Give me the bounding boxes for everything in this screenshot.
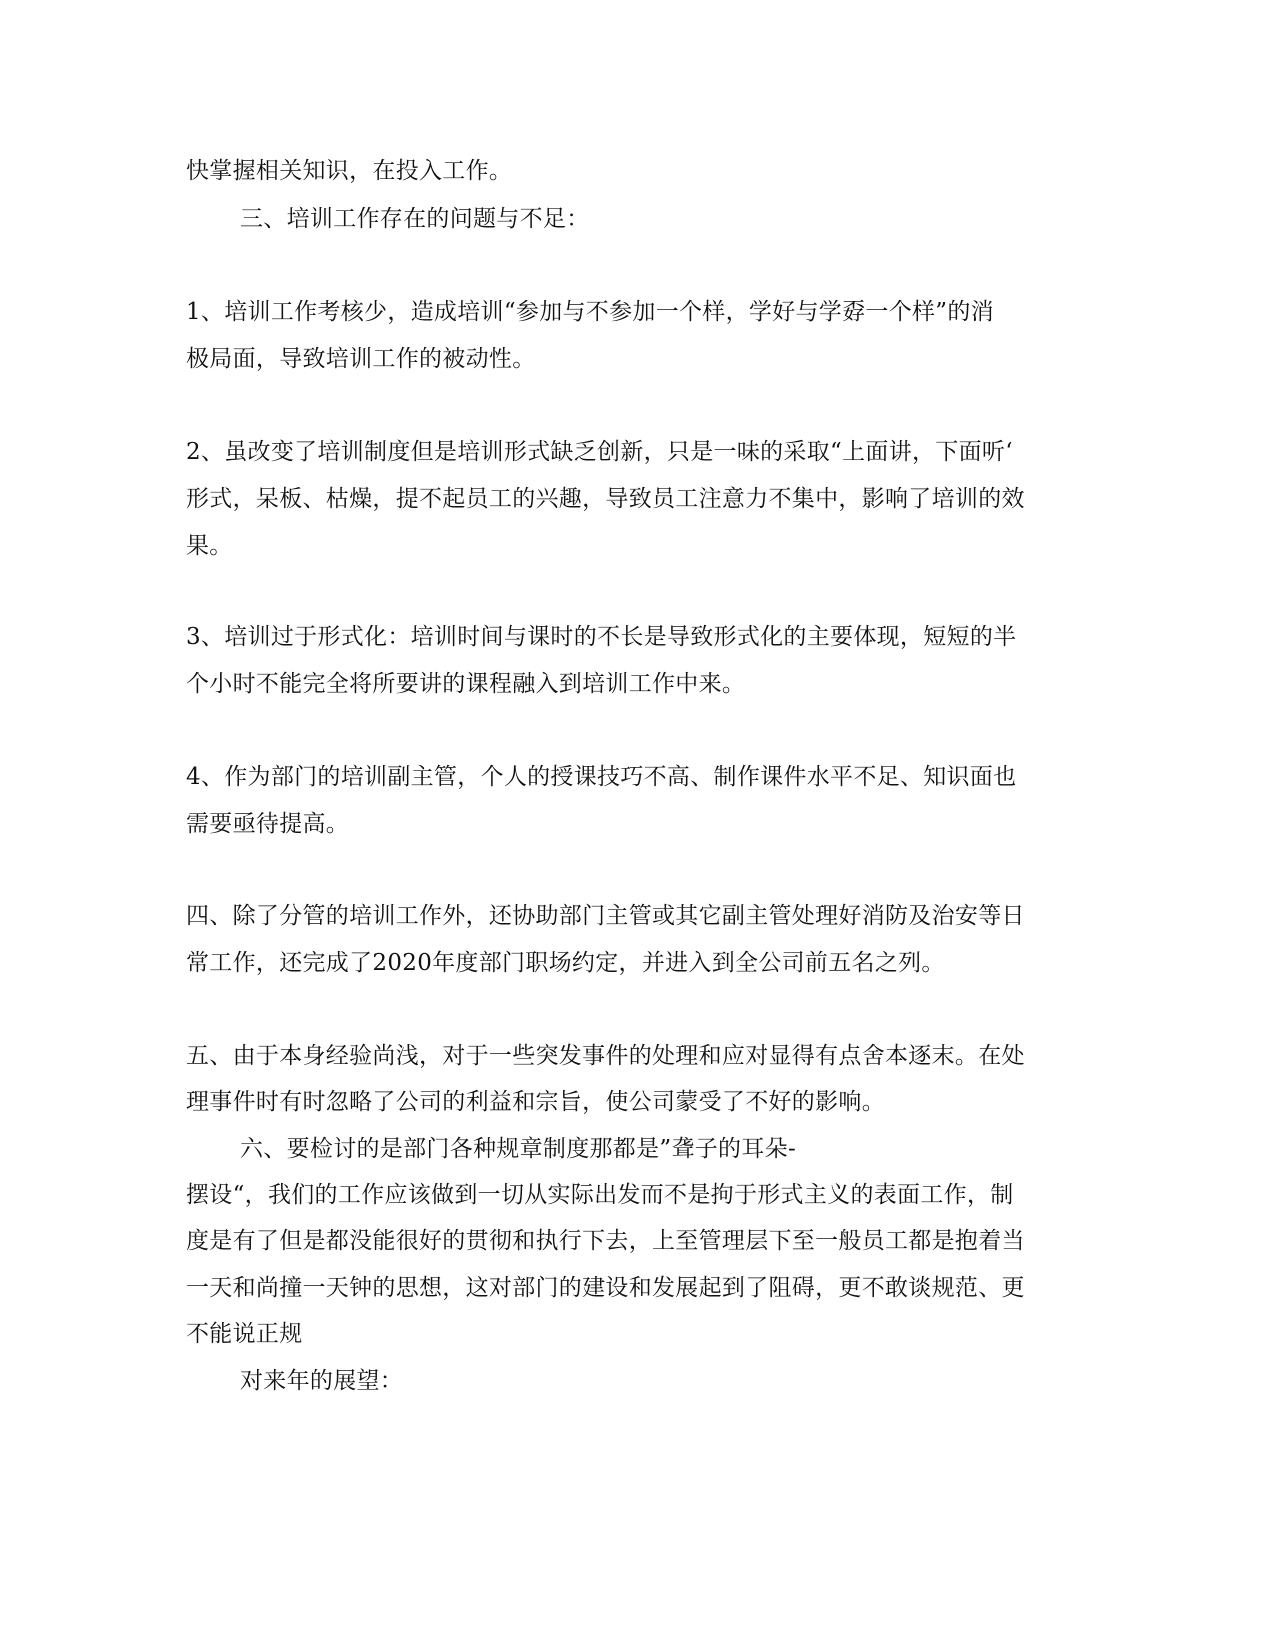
text-line: 六、要检讨的是部门各种规章制度那都是”聋子的耳朵- <box>240 1136 797 1162</box>
text-line: 4、作为部门的培训副主管，个人的授课技巧不高、制作课件水平不足、知识面也 <box>186 764 1017 790</box>
text-line: 理事件时有时忽略了公司的利益和宗旨，使公司蒙受了不好的影响。 <box>186 1089 885 1115</box>
text-line: 3、培训过于形式化：培训时间与课时的不长是导致形式化的主要体现，短短的半 <box>186 624 1017 650</box>
text-line: 常工作，还完成了2020年度部门职场约定，并进入到全公司前五名之列。 <box>186 950 945 976</box>
text-line: 1、培训工作考核少，造成培训“参加与不参加一个样，学好与学孬一个样”的消 <box>186 299 994 325</box>
text-line: 个小时不能完全将所要讲的课程融入到培训工作中来。 <box>186 671 746 697</box>
text-line: 度是有了但是都没能很好的贯彻和执行下去，上至管理层下至一般员工都是抱着当 <box>186 1228 1025 1254</box>
text-line: 四、除了分管的培训工作外，还协助部门主管或其它副主管处理好消防及治安等日 <box>186 903 1025 929</box>
text-line: 摆设“，我们的工作应该做到一切从实际出发而不是拘于形式主义的表面工作，制 <box>186 1182 1014 1208</box>
text-line: 极局面，导致培训工作的被动性。 <box>186 346 536 372</box>
text-line: 不能说正规 <box>186 1321 303 1347</box>
text-line: 需要亟待提高。 <box>186 811 350 837</box>
text-line: 快掌握相关知识，在投入工作。 <box>186 158 513 184</box>
text-line: 一天和尚撞一天钟的思想，这对部门的建设和发展起到了阻碍，更不敢谈规范、更 <box>186 1275 1025 1301</box>
text-line: 形式，呆板、枯燥，提不起员工的兴趣，导致员工注意力不集中，影响了培训的效 <box>186 486 1025 512</box>
text-line: 2、虽改变了培训制度但是培训形式缺乏创新，只是一味的采取“上面讲，下面听‘ <box>186 439 1013 465</box>
text-line: 五、由于本身经验尚浅，对于一些突发事件的处理和应对显得有点舍本逐末。在处 <box>186 1043 1025 1069</box>
text-line: 果。 <box>186 533 233 559</box>
section-heading: 三、培训工作存在的问题与不足： <box>240 206 590 232</box>
section-heading: 对来年的展望： <box>240 1368 404 1394</box>
